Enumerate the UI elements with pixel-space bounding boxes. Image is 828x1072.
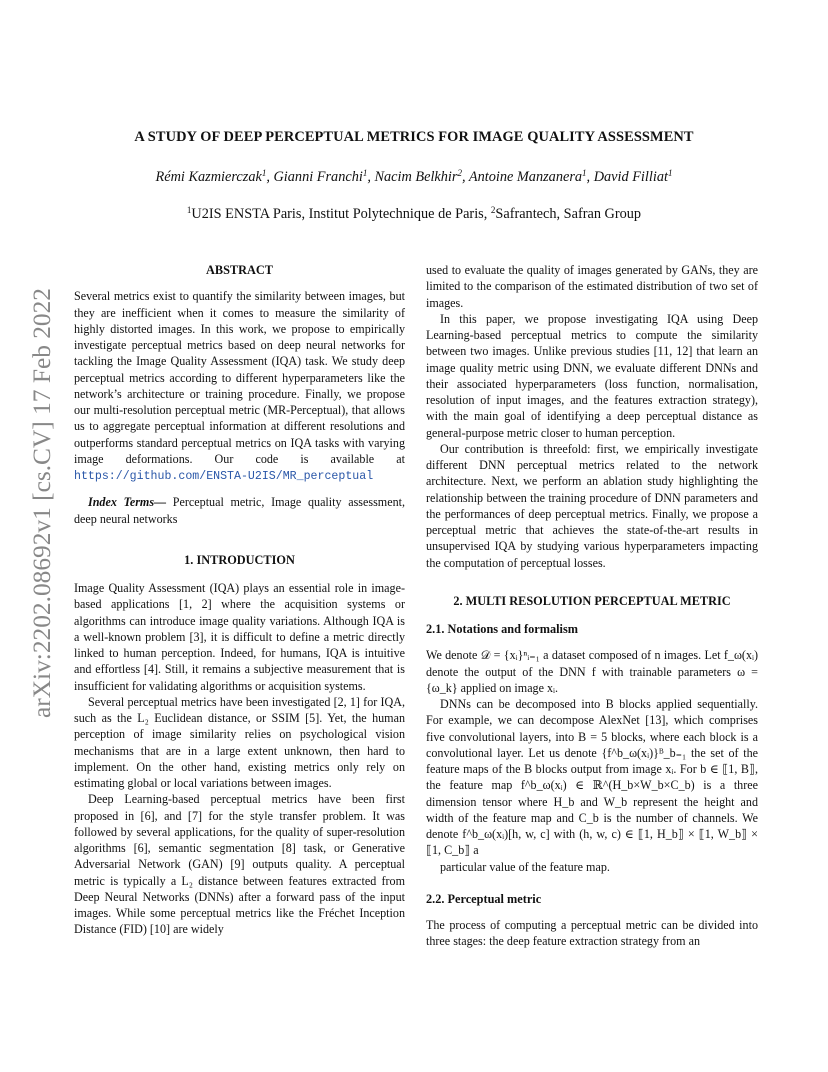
abstract-body: Several metrics exist to quantify the similarity between images, but they are inefficient when it comes to measure the similarity of highly distorted images. In this work, we propose to empirically investigate perceptual metrics based on deep neural networks for tackling the Image Quality Assessment (IQA) task. We study deep perceptual metrics according to different hyperparameters like the network’s architecture or training procedure. Finally, we propose our multi-resolution perceptual metric (MR-Perceptual), that allows us to aggregate perceptual information at different resolutions and outperforms standard perceptual metrics on IQA tasks with varying image deformations. Our code is available at https://github.com/ENSTA-U2IS/MR_perceptual <box>74 289 405 483</box>
intro-paragraph-5: Our contribution is threefold: first, we empirically investigate different DNN perceptual metrics related to the network architecture. Next, we perform an ablation study highlighting the relationship between the training procedure of DNN parameters and the performances of deep perceptual metrics. Finally, we propose a perceptual metric that achieves the state-of-the-art results in unsupervised IQA by studying various hyperparameters impacting the computation of perceptual losses. <box>426 441 758 570</box>
abstract-heading: ABSTRACT <box>206 263 273 277</box>
right-column <box>426 262 758 950</box>
affiliations: $^1$U2IS ENSTA Paris, Institut Polytechnique de Paris, $^2$Safrantech, Safran Group <box>186 205 642 222</box>
author-name: Gianni Franchi <box>273 169 363 185</box>
notation-paragraph-2-tail: particular value of the feature map. <box>440 859 610 874</box>
subsection-2-2-heading: 2.2. Perceptual metric <box>426 891 542 906</box>
arxiv-side-stamp <box>20 285 60 728</box>
author-list: Rémi Kazmierczak$^1$, Gianni Franchi$^1$, Nacim Belkhir$^2$, Antoine Manzanera$^1$, David Filliat$^1$ <box>155 168 673 185</box>
intro-paragraph-3: Deep Learning-based perceptual metrics have been first proposed in [6], and [7] for the style transfer problem. It was followed by several applications, for the quality of super-resolution algorithms [6], semantic segmentation [8] task, or Generative Adversarial Network (GAN) [9] outputs quality. A perceptual metric is typically a L₂ distance between features extracted from Deep Neural Networks (DNNs) after a forward pass of the input images. While some perceptual metrics like the Fréchet Inception Distance (FID) [10] are widely <box>74 792 405 937</box>
index-terms: Index Terms— Perceptual metric, Image quality assessment, deep neural networks <box>74 495 405 526</box>
left-column <box>74 262 405 938</box>
perceptual-metric-paragraph: The process of computing a perceptual metric can be divided into three stages: the deep feature extraction strategy from an <box>426 918 758 949</box>
intro-continued: used to evaluate the quality of images generated by GANs, they are limited to the comparison of the estimated distribution of two set of images. <box>426 263 758 310</box>
author-name: Antoine Manzanera <box>468 169 583 185</box>
author-name: Rémi Kazmierczak <box>155 169 262 185</box>
section-2-heading: 2. MULTI RESOLUTION PERCEPTUAL METRIC <box>453 593 731 608</box>
intro-heading: 1. INTRODUCTION <box>184 552 295 567</box>
notation-paragraph-2: DNNs can be decomposed into B blocks applied sequentially. For example, we can decompose AlexNet [13], which comprises five convolutional layers, into B = 5 blocks, where each block is a convolutional layer. Let us denote {f^b_ω(xᵢ)}ᴮ_b₌₁ the set of the feature maps of the B blocks output from image xᵢ. For b ∈ ⟦1, B⟧, the feature map f^b_ω(xᵢ) ∈ ℝ^(H_b×W_b×C_b) is a three dimension tensor where H_b and W_b represent the height and width of the feature map and C_b is the number of channels. We denote f^b_ω(xᵢ)[h, w, c] with (h, w, c) ∈ ⟦1, H_b⟧ × ⟦1, W_b⟧ × ⟦1, C_b⟧ a <box>426 697 758 858</box>
intro-paragraph-1: Image Quality Assessment (IQA) plays an essential role in image-based applications [1, 2] where the acquisition systems or algorithms can introduce image quality variations. Although IQA is a well-known problem [3], it is difficult to define a metric directly linked to human perception. Indeed, for humans, IQA is intuitive and effortless [4]. Still, it remains a subjective measurement that is insufficient for validating algorithms or acquisition systems. <box>74 581 405 693</box>
code-link[interactable]: https://github.com/ENSTA-U2IS/MR_perceptual <box>74 470 374 483</box>
arxiv-identifier: arXiv:2202.08692v1 [cs.CV] 17 Feb 2022 <box>27 285 56 718</box>
author-name: Nacim Belkhir <box>374 169 458 185</box>
paper-title: A STUDY OF DEEP PERCEPTUAL METRICS FOR IMAGE QUALITY ASSESSMENT <box>134 129 694 145</box>
author-name: David Filliat <box>593 169 668 185</box>
notation-paragraph-1: We denote 𝒟 = {xᵢ}ⁿᵢ₌₁ a dataset composed of n images. Let f_ω(xᵢ) denote the output of the DNN f with trainable parameters ω = {ω_k} applied on image xᵢ. <box>426 648 758 695</box>
intro-paragraph-2: Several perceptual metrics have been investigated [2, 1] for IQA, such as the L₂ Euclidean distance, or SSIM [5]. Yet, the human perception of image similarity relies on psychological vision mechanisms that are in a large extent unknown, then hard to implement. On the other hand, existing metrics only rely on estimating global or local variations between images. <box>74 694 405 790</box>
subsection-2-1-heading: 2.1. Notations and formalism <box>426 622 579 636</box>
intro-paragraph-4: In this paper, we propose investigating IQA using Deep Learning-based perceptual metrics to compute the similarity between two images. Unlike previous studies [11, 12] that learn an image quality metric using DNN, we evaluate different DNNs and their associated hyperparameters (loss function, normalisation, resolution of input images, and the features extraction strategy), with the main goal of identifying a deep perceptual distance as general-purpose metric closer to human perception. <box>426 311 758 440</box>
